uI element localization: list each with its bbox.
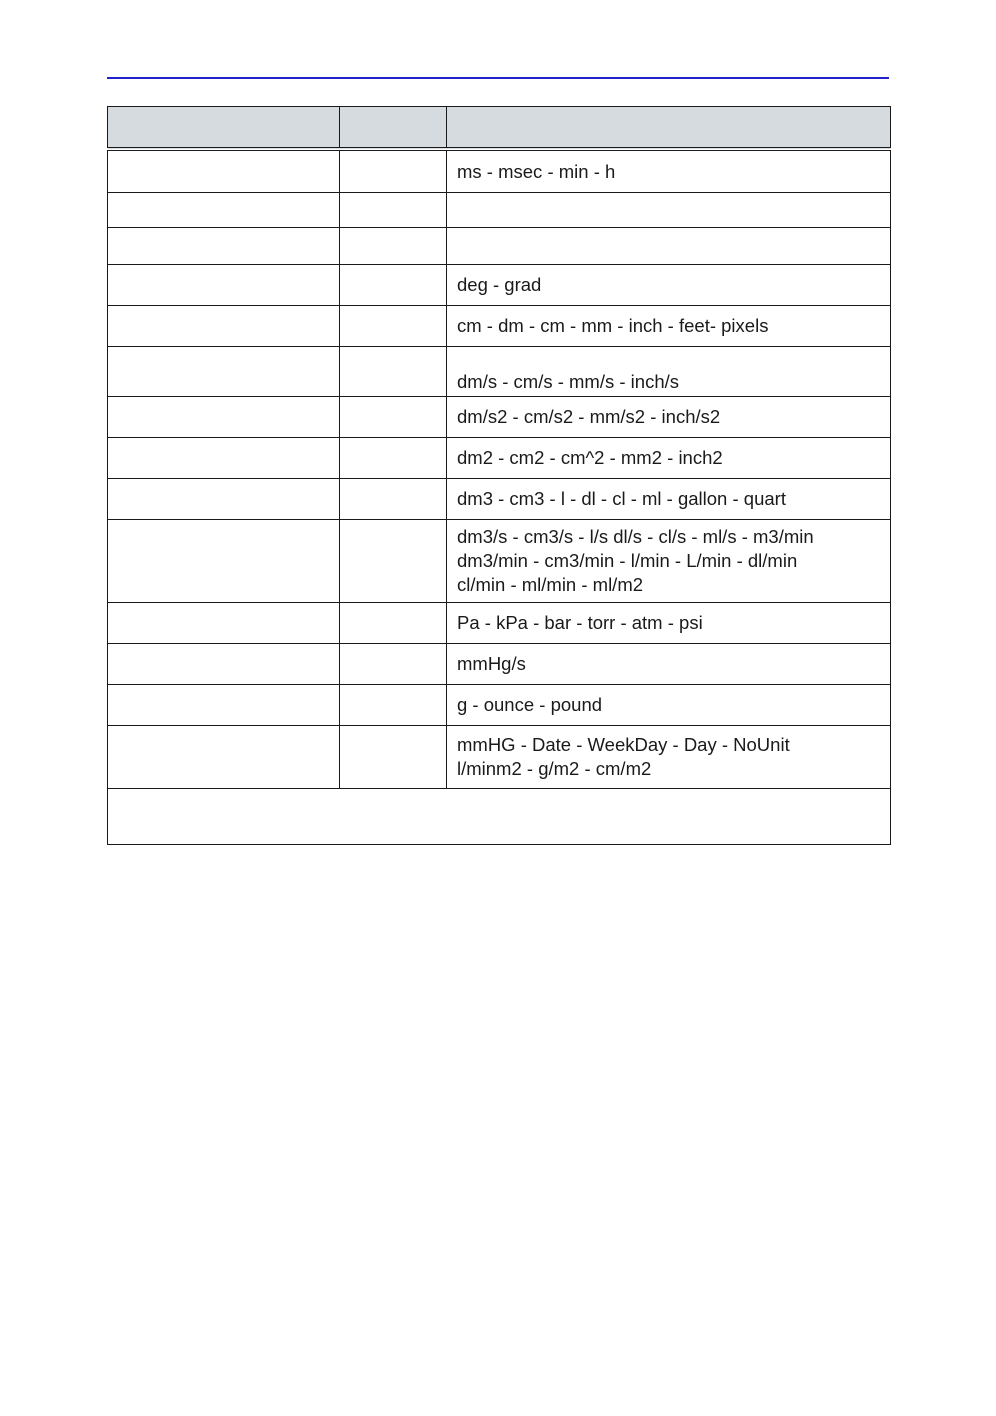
units-text: dm3 - cm3 - l - dl - cl - ml - gallon - quart	[457, 488, 786, 509]
units-text: dm/s2 - cm/s2 - mm/s2 - inch/s2	[457, 406, 721, 427]
units-table	[107, 106, 891, 845]
units-text: cm - dm - cm - mm - inch - feet- pixels	[457, 315, 769, 336]
units-text: l/minm2 - g/m2 - cm/m2	[457, 758, 652, 779]
table-header-row	[108, 107, 891, 150]
code-cell	[340, 347, 447, 397]
table-row	[108, 397, 891, 438]
table-row	[108, 193, 891, 228]
measurement-cell	[108, 479, 340, 520]
code-cell	[340, 520, 447, 603]
code-cell	[340, 397, 447, 438]
units-text: dm3/min - cm3/min - l/min - L/min - dl/min	[457, 550, 798, 571]
table-row	[108, 306, 891, 347]
table-row	[108, 438, 891, 479]
units-cell	[447, 520, 891, 603]
units-cell	[447, 149, 891, 193]
units-text: ms - msec - min - h	[457, 160, 616, 182]
header-rule	[107, 77, 889, 79]
code-cell	[340, 685, 447, 726]
measurement-cell	[108, 347, 340, 397]
units-cell	[447, 228, 891, 265]
units-cell	[447, 306, 891, 347]
table-row	[108, 265, 891, 306]
code-cell	[340, 644, 447, 685]
measurement-cell	[108, 726, 340, 789]
table-row	[108, 520, 891, 603]
units-text: mmHg/s	[457, 653, 526, 674]
measurement-cell	[108, 193, 340, 228]
units-text: dm/s - cm/s - mm/s - inch/s	[457, 371, 679, 392]
code-cell	[340, 603, 447, 644]
units-cell	[447, 644, 891, 685]
code-cell	[340, 479, 447, 520]
units-text: dm3/s - cm3/s - l/s dl/s - cl/s - ml/s - m3/min	[457, 526, 814, 547]
units-cell	[447, 265, 891, 306]
footer-note-cell	[108, 789, 891, 845]
measurement-cell	[108, 149, 340, 193]
units-cell	[447, 685, 891, 726]
measurement-cell	[108, 644, 340, 685]
units-text: g - ounce - pound	[457, 694, 603, 715]
table-footer-row	[108, 789, 891, 845]
units-cell	[447, 438, 891, 479]
table-row	[108, 603, 891, 644]
units-text: deg - grad	[457, 274, 542, 295]
units-text: mmHG - Date - WeekDay - Day - NoUnit	[457, 734, 790, 755]
code-cell	[340, 149, 447, 193]
measurement-cell	[108, 306, 340, 347]
measurement-cell	[108, 603, 340, 644]
code-cell	[340, 228, 447, 265]
header-cell-code	[340, 107, 447, 150]
header-cell-measurement	[108, 107, 340, 150]
units-cell	[447, 193, 891, 228]
units-cell	[447, 347, 891, 397]
units-cell	[447, 726, 891, 789]
code-cell	[340, 265, 447, 306]
measurement-cell	[108, 228, 340, 265]
table-row	[108, 644, 891, 685]
table-row	[108, 347, 891, 397]
measurement-cell	[108, 438, 340, 479]
code-cell	[340, 438, 447, 479]
units-cell	[447, 479, 891, 520]
units-text: cl/min - ml/min - ml/m2	[457, 574, 644, 595]
code-cell	[340, 726, 447, 789]
header-cell-units	[447, 107, 891, 150]
measurement-cell	[108, 397, 340, 438]
table-row	[108, 479, 891, 520]
table-row	[108, 726, 891, 789]
table-row	[108, 149, 891, 193]
units-text: Pa - kPa - bar - torr - atm - psi	[457, 612, 703, 633]
table-row	[108, 228, 891, 265]
code-cell	[340, 193, 447, 228]
units-cell	[447, 603, 891, 644]
measurement-cell	[108, 265, 340, 306]
measurement-cell	[108, 520, 340, 603]
units-cell	[447, 397, 891, 438]
code-cell	[340, 306, 447, 347]
measurement-cell	[108, 685, 340, 726]
units-text: dm2 - cm2 - cm^2 - mm2 - inch2	[457, 447, 723, 468]
table-row	[108, 685, 891, 726]
